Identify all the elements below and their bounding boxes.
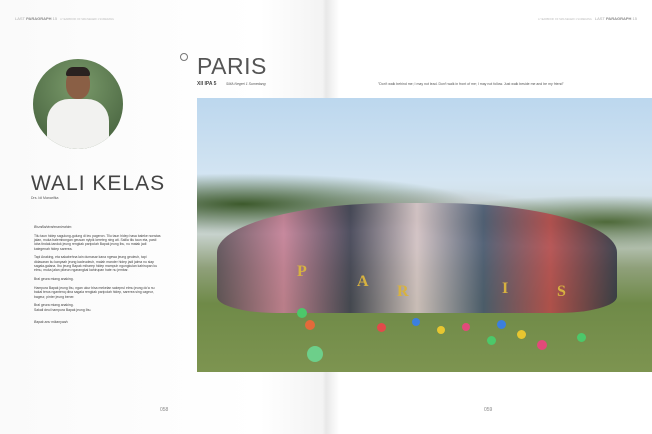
balloon [377, 323, 386, 332]
balloon-letter: I [502, 280, 509, 297]
class-photo [197, 98, 652, 372]
circle-marker-icon [180, 53, 188, 61]
balloon [577, 333, 586, 342]
paragraph: Tilu taun hidep sagulung-gulung di ieu pageron. Tilu taun hidep hasa baleke nonstas jalan, muka balembongan geusan nyipik kereteg ning ati. Salila tilu taun eta, pasti loba tindak-tanduk jeung rengkak paripolah Bapak jeung Ibu, nu matak jadi kategenah hidep sarerea. [34, 233, 161, 251]
balloon [297, 308, 307, 318]
balloon [537, 340, 547, 350]
balloon [462, 323, 470, 331]
header-left: LAST PARAGRAPH 15 A YEARBOOK OF SMA NEGERI 1 SUMEDANG [15, 16, 114, 21]
section-heading: WALI KELAS [31, 172, 166, 195]
teacher-portrait [33, 59, 123, 149]
balloon-letter: A [357, 273, 369, 290]
balloon-letter: P [297, 263, 307, 280]
balloon [517, 330, 526, 339]
paragraph: Hampura Bapak jeung Ibu, ngan ukur bisa mekelan sakeprul elmu jeung do'a nu bakal terus ngantenq dina sagala rengkak paripolah hidep, sarerea sing cageur, bageur, pinter jeung bener. [34, 285, 155, 299]
balloon [497, 320, 506, 329]
teacher-name: Drs. Idi Manarifka [31, 196, 59, 200]
balloon [437, 326, 445, 334]
page-number-left: 058 [160, 407, 169, 413]
balloon-letter: S [557, 283, 566, 300]
paragraph: Tapi Anaking, eta sakabehna lain dumasar kana ngewa jeung geuleuh, tapi didasaran ku kanyaah jeung kadeudeuh, malah mander hidep jadi jalma nu siap sagala-galana. Ibu jeung Bapak miharep hidep mampuh ngungkulan kahirupan ku elmu, muka jalan pikeun ngarangkai kahirupan hate nu jembar. [34, 255, 158, 273]
page-number-right: 059 [484, 407, 493, 413]
header-right: A YEARBOOK OF SMA NEGERI 1 SUMEDANG LAST PARAGRAPH 15 [538, 16, 637, 21]
letter-body [34, 225, 162, 329]
school-name: SMA Negeri 1 Sumedang [226, 82, 266, 86]
class-title: PARIS [197, 53, 267, 79]
class-quote: "Don't walk behind me; I may not lead. Don't walk in front of me; I may not follow. Just walk beside me and be my friend" [378, 82, 564, 86]
balloon-letter: R [397, 283, 409, 300]
balloon [412, 318, 420, 326]
paragraph: Bral geura miang anaking. [34, 277, 74, 282]
balloon [307, 346, 323, 362]
class-name: XII IPA 5 [197, 81, 217, 87]
paragraph: Bral geura miang anaking. Sakali deui hampura Bapak jeung Ibu. [34, 303, 92, 312]
greeting: Bismillahirrahmanirrahim. [34, 225, 73, 229]
balloon [487, 336, 496, 345]
balloon [305, 320, 315, 330]
closing: Bapak anu mikanyaah. [34, 319, 69, 324]
